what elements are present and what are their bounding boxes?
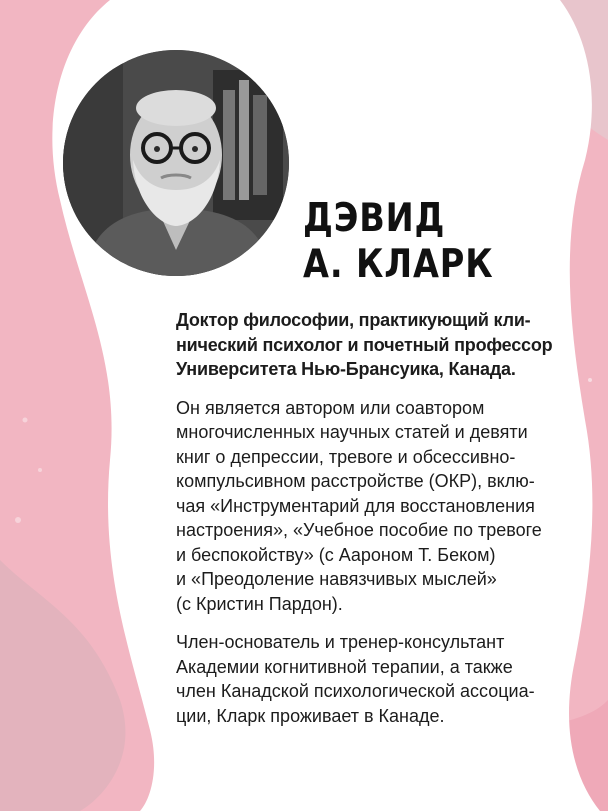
bio-works-paragraph [176,396,560,617]
bio-line: компульсивном расстройстве (ОКР), вклю- [176,471,535,491]
bio-line: нический психолог и почетный профессор [176,334,553,355]
author-name-line2: А. КЛАРК [303,242,494,287]
bio-line: Университета Нью-Брансуика, Канада. [176,359,516,379]
author-portrait [63,50,289,276]
bio-line: Член-основатель и тренер-консультант [176,632,505,652]
bio-line: многочисленных научных статей и девяти [176,422,528,442]
author-name-line1: ДЭВИД [303,196,446,241]
bio-line: и беспокойству» (с Аароном Т. Беком) [176,544,496,565]
bio-membership-paragraph [176,630,560,728]
author-photo [63,50,289,276]
author-bio [176,308,560,742]
bio-line: ции, Кларк проживает в Канаде. [176,705,445,726]
bio-line: книг о депрессии, тревоге и обсессивно- [176,446,516,467]
bio-line: Академии когнитивной терапии, а также [176,656,513,677]
bio-line: Он является автором или соавтором [176,397,485,418]
bio-line: (с Кристин Пардон). [176,593,343,614]
bio-line: член Канадской психологической ассоциа- [176,681,535,701]
bio-line: Доктор философии, практикующий кли- [176,310,531,330]
bio-line: настроения», «Учебное пособие по тревоге [176,520,542,540]
author-name [303,196,493,288]
bio-lead-paragraph [176,308,560,382]
bio-line: и «Преодоление навязчивых мыслей» [176,569,497,589]
bio-line: чая «Инструментарий для восстановления [176,495,535,516]
